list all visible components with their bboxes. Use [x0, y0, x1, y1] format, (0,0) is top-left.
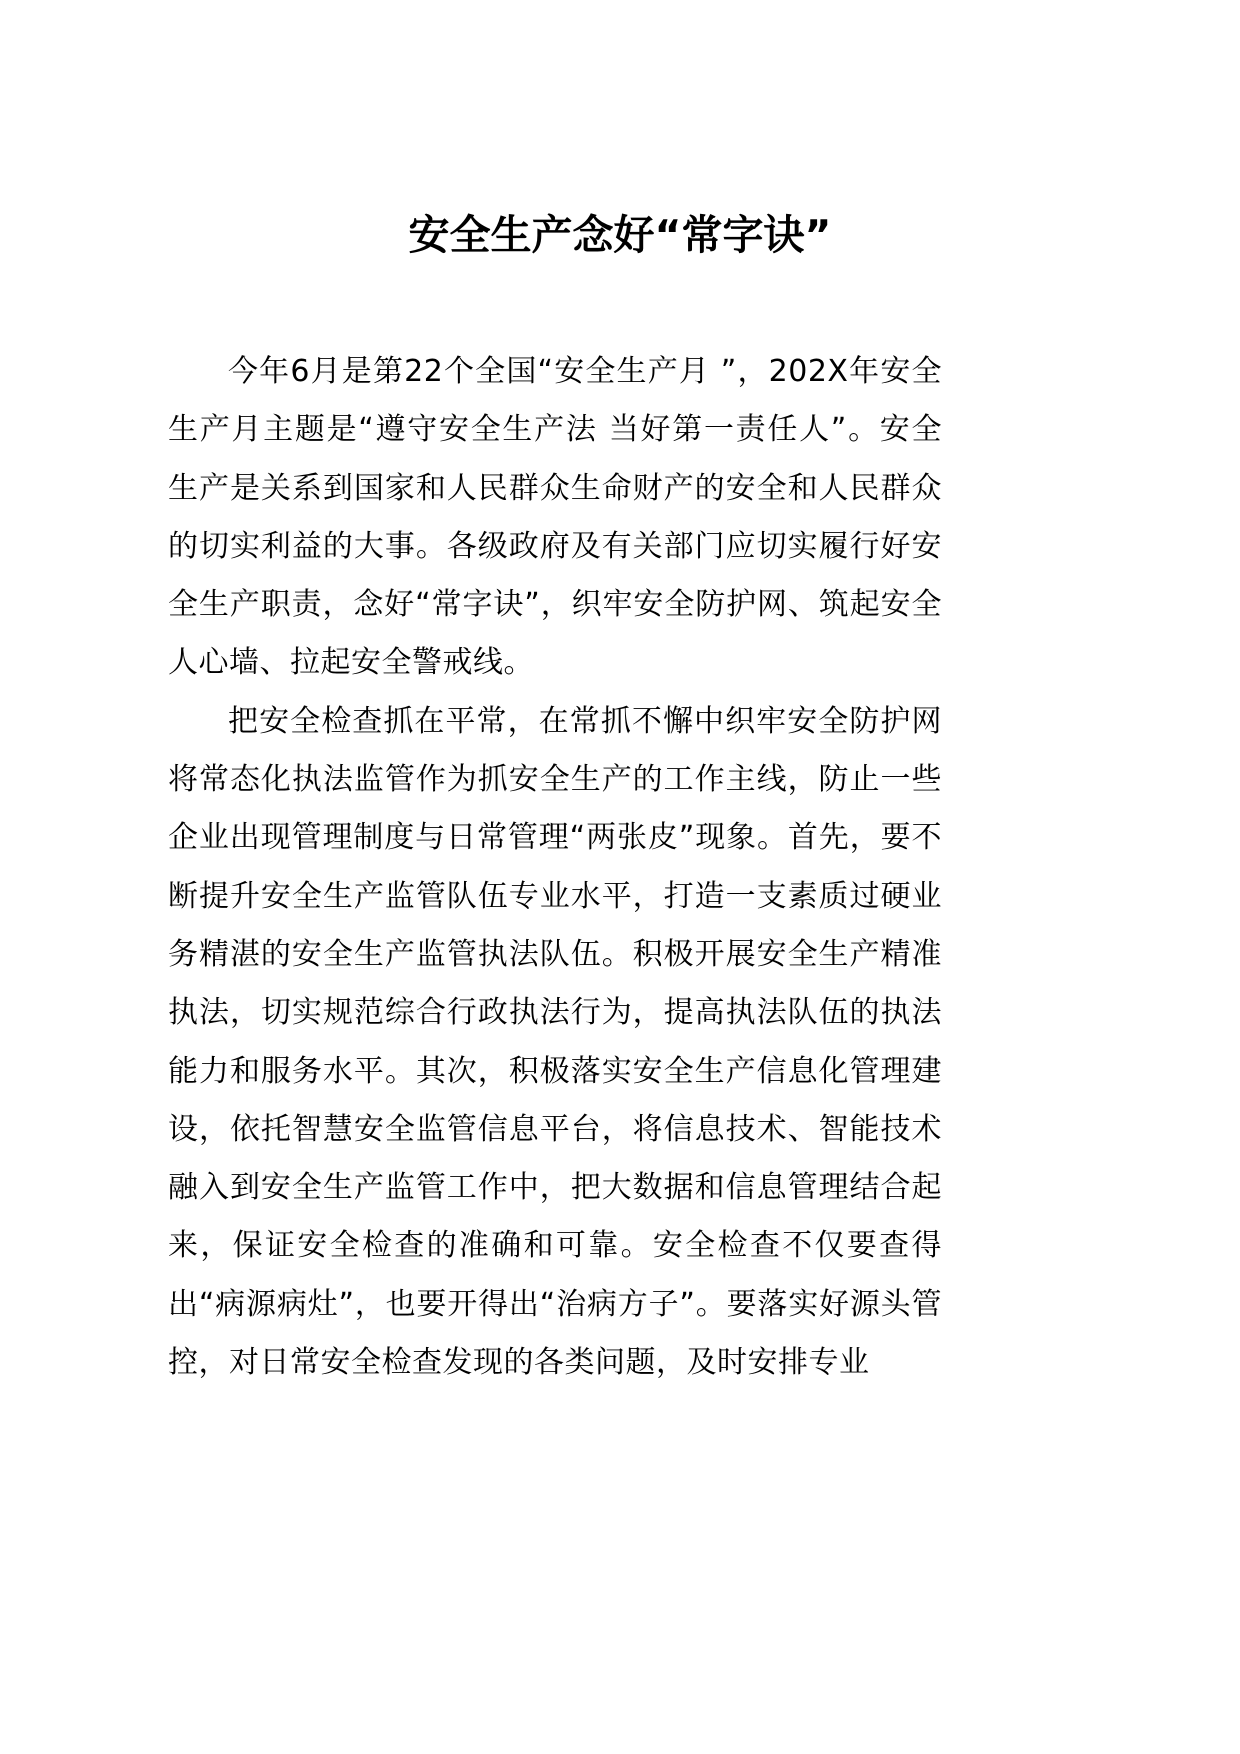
paragraph-intro: 今年6月是第22个全国“安全生产月 ”，202X年安全生产月主题是“遵守安全生产法 当好第一责任人”。安全生产是关系到国家和人民群众生命财产的安全和人民群众的切实利益的大事。各级政府及有关部门应切实履行好安全生产职责，念好“常字诀”，织牢安全防护网、筑起安全人心墙、拉起安全警戒线。 [168, 354, 942, 681]
document-body [168, 343, 942, 1392]
paragraph-safety-inspection: 把安全检查抓在平常，在常抓不懈中织牢安全防护网将常态化执法监管作为抓安全生产的工作主线，防止一些企业出现管理制度与日常管理“两张皮”现象。首先，要不断提升安全生产监管队伍专业水平，打造一支素质过硬业务精湛的安全生产监管执法队伍。积极开展安全生产精准执法，切实规范综合行政执法行为，提高执法队伍的执法能力和服务水平。其次，积极落实安全生产信息化管理建设，依托智慧安全监管信息平台，将信息技术、智能技术融入到安全生产监管工作中，把大数据和信息管理结合起来，保证安全检查的准确和可靠。安全检查不仅要查得出“病源病灶”，也要开得出“治病方子”。要落实好源头管控，对日常安全检查发现的各类问题，及时安排专业 [168, 703, 942, 1381]
document-title: 安全生产念好“常字诀” [408, 211, 832, 260]
